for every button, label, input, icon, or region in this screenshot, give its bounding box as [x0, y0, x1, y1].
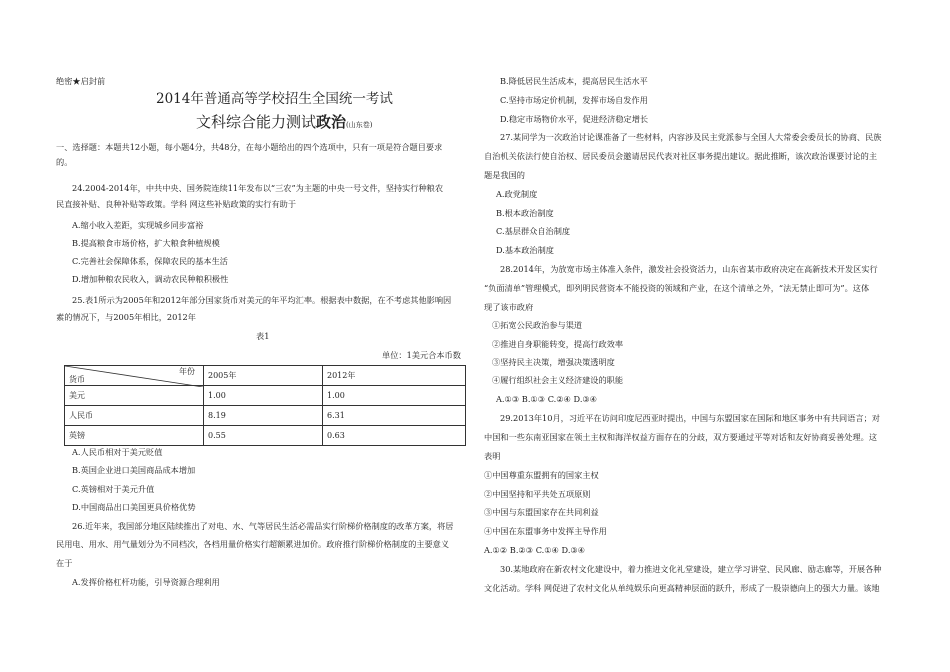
- q25-stem-line2: 素的情况下，与2005年相比，2012年: [56, 312, 196, 322]
- q24-stem-line1: 24.2004-2014年，中共中央、国务院连续11年发布以“三农”为主题的中央一号文件，坚持实行种粮农: [72, 183, 444, 193]
- q29-stem-line1: 29.2013年10月，习近平在访问印度尼西亚时提出，中国与东盟国家在国际和地区事务中有共同语言；对: [500, 413, 880, 423]
- table-cell: 1.00: [204, 386, 323, 406]
- q28-item-3: ③坚持民主决策，增强决策透明度: [492, 357, 615, 367]
- q25-option-c: C.英镑相对于美元升值: [72, 484, 155, 494]
- q27-stem-line2: 自治机关依法行使自治权、居民委员会邀请居民代表对社区事务提出建议。据此推断，该次政治课要讨论的主: [484, 151, 878, 161]
- table-cell: 8.19: [204, 406, 323, 426]
- q28-stem-line1: 28.2014年，为放宽市场主体准入条件，激发社会投资活力，山东省某市政府决定在高新技术开发区实行: [500, 264, 878, 274]
- instructions-line1: 一、选择题：本题共12小题，每小题4分，共48分，在每小题给出的四个选项中，只有一项是符合题目要求: [56, 142, 443, 152]
- table-cell: 人民币: [65, 406, 204, 426]
- table-corner-currency: 货币: [69, 375, 85, 384]
- q28-item-2: ②推进自身职能转变，提高行政效率: [492, 339, 624, 349]
- q29-item-2: ②中国坚持和平共处五项原则: [484, 489, 591, 499]
- table-cell: 英镑: [65, 426, 204, 446]
- q25-option-d: D.中国商品出口美国更具价格优势: [72, 502, 196, 512]
- table-row: [65, 406, 466, 426]
- subtitle-main: 文科综合能力测试: [196, 113, 317, 131]
- subtitle-subject: 政治: [316, 113, 347, 131]
- table-row: [65, 386, 466, 406]
- q27-stem-line3: 题是我国的: [484, 170, 525, 180]
- q24-option-d: D.增加种粮农民收入，调动农民种粮积极性: [72, 274, 229, 284]
- q27-option-a: A.政党制度: [496, 189, 538, 199]
- table-cell: 美元: [65, 386, 204, 406]
- q25-option-b: B.英国企业进口美国商品成本增加: [72, 465, 196, 475]
- q29-item-1: ①中国尊重东盟拥有的国家主权: [484, 470, 599, 480]
- q24-option-b: B.提高粮食市场价格，扩大粮食种植规模: [72, 238, 220, 248]
- table-header-row: [65, 366, 466, 386]
- q29-answers: A.①② B.②③ C.①④ D.③④: [484, 545, 586, 555]
- q28-stem-line3: 现了该市政府: [484, 302, 534, 312]
- q29-stem-line2: 中国和一些东南亚国家在领土主权和海洋权益方面存在的分歧，双方要通过平等对话和友好协商妥善处理。这: [484, 432, 878, 442]
- q28-stem-line2: “负面清单”管理模式，即列明民营资本不能投资的领域和产业，在这个清单之外，“法无禁止即可为”。这体: [484, 283, 870, 293]
- q30-stem-line1: 30.某地政府在新农村文化建设中，着力推进文化礼堂建设，建立学习讲堂、民风廊、励志廊等，开展各种: [500, 564, 882, 574]
- q29-item-3: ③中国与东盟国家存在共同利益: [484, 507, 599, 517]
- q27-option-b: B.根本政治制度: [496, 208, 554, 218]
- q28-item-1: ①拓宽公民政治参与渠道: [492, 320, 583, 330]
- q25-option-a: A.人民币相对于美元贬值: [72, 447, 163, 457]
- table-cell: 0.55: [204, 426, 323, 446]
- table-header-2012: 2012年: [323, 366, 466, 386]
- q24-stem-line2: 民直接补贴、良种补贴等政策。学科 网这些补贴政策的实行有助于: [56, 199, 297, 209]
- q27-stem-line1: 27.某同学为一次政治讨论课准备了一些材料，内容涉及民主党派参与全国人大常委会委员长的协商、民族: [500, 132, 882, 142]
- q26-stem-line1: 26.近年来，我国部分地区陆续推出了对电、水、气等居民生活必需品实行阶梯价格制度的改革方案，将居: [72, 521, 454, 531]
- q24-option-c: C.完善社会保障体系，保障农民的基本生活: [72, 256, 228, 266]
- table-unit: 单位：1美元合本币数: [382, 350, 461, 360]
- exam-title: 2014年普通高等学校招生全国统一考试: [156, 91, 393, 107]
- q26-stem-line2: 民用电、用水、用气量划分为不同档次，各档用量价格实行超额累进加价。政府推行阶梯价格制度的主要意义: [56, 539, 450, 549]
- table-cell: 1.00: [323, 386, 466, 406]
- q28-item-4: ④履行组织社会主义经济建设的职能: [492, 375, 624, 385]
- q26-option-d: D.稳定市场物价水平，促进经济稳定增长: [500, 114, 649, 124]
- table-corner-year: 年份: [179, 367, 195, 376]
- table-cell: 0.63: [323, 426, 466, 446]
- q26-option-c: C.坚持市场定价机制，发挥市场自发作用: [500, 95, 648, 105]
- q29-item-4: ④中国在东盟事务中发挥主导作用: [484, 526, 607, 536]
- q26-option-b: B.降低居民生活成本，提高居民生活水平: [500, 76, 648, 86]
- table-corner-cell: [65, 366, 204, 386]
- q26-option-a: A.发挥价格杠杆功能，引导资源合理利用: [72, 577, 220, 587]
- exam-subtitle: [196, 113, 373, 131]
- table-cell: 6.31: [323, 406, 466, 426]
- q28-answers: A.①③ B.①③ C.②④ D.③④: [496, 394, 598, 404]
- q30-stem-line2: 文化活动。学科 网促进了农村文化从单纯娱乐向更高精神层面的跃升，形成了一股崇德向上的强大力量。该地: [484, 583, 880, 593]
- subtitle-region: (山东卷): [346, 121, 373, 129]
- q26-stem-line3: 在于: [56, 558, 73, 568]
- exchange-rate-table: [64, 365, 466, 446]
- table-header-2005: 2005年: [204, 366, 323, 386]
- secret-label: 绝密★启封前: [56, 76, 106, 86]
- q27-option-c: C.基层群众自治制度: [496, 226, 571, 236]
- q27-option-d: D.基本政治制度: [496, 245, 554, 255]
- q29-stem-line3: 表明: [484, 451, 501, 461]
- q25-stem-line1: 25.表1所示为2005年和2012年部分国家货币对美元的年平均汇率。根据表中数据，在不考虑其他影响因: [72, 295, 452, 305]
- table-caption: 表1: [256, 331, 270, 341]
- table-row: [65, 426, 466, 446]
- q24-option-a: A.缩小收入差距，实现城乡同步富裕: [72, 220, 204, 230]
- instructions-line2: 的。: [56, 157, 73, 167]
